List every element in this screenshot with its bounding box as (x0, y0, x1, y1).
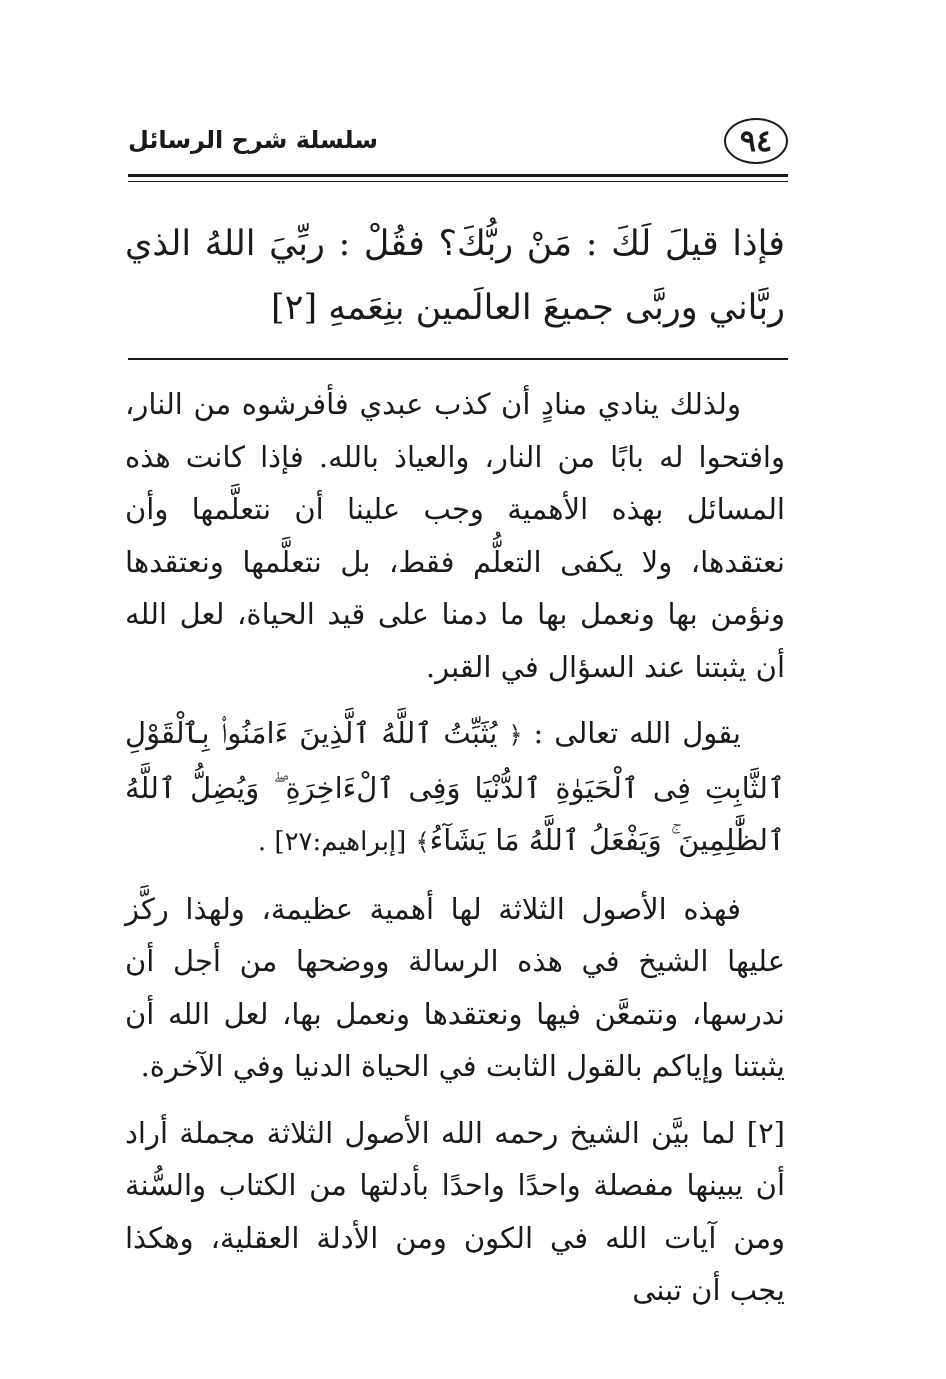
page-header (128, 118, 788, 174)
header-rule-thin (128, 181, 788, 182)
commentary-paragraph: فهذه الأصول الثلاثة لها أهمية عظيمة، ولهذا ركَّز عليها الشيخ في هذه الرسالة ووضحها من أجل أن ندرسها، ونتمعَّن فيها ونعتقدها ونعمل بها، لعل الله أن يثبتنا وإياكم بالقول الثابت في الحياة الدنيا وفي الآخرة. (125, 891, 785, 1083)
footnote-paragraph: [٢] لما بيَّن الشيخ رحمه الله الأصول الثلاثة مجملة أراد أن يبينها مفصلة واحدًا واحدًا بأدلتها من الكتاب والسُّنة ومن آيات الله في الكون ومن الأدلة العقلية، وهكذا يجب أن تبنى (125, 1115, 785, 1307)
header-rule-thick (128, 174, 788, 177)
matn-separator (128, 358, 788, 360)
series-title: سلسلة شرح الرسائل (128, 126, 378, 154)
page-number: ٩٤ (724, 118, 788, 164)
quran-verse: يُثَبِّتُ ٱللَّهُ ٱلَّذِينَ ءَامَنُوا۟ بِٱلْقَوْلِ ٱلثَّابِتِ فِى ٱلْحَيَوٰةِ ٱلدُّنْيَا وَفِى ٱلْءَاخِرَةِ ۖ وَيُضِلُّ ٱللَّهُ ٱلظَّٰلِمِينَ ۚ وَيَفْعَلُ ٱللَّهُ مَا يَشَآءُ (125, 716, 785, 857)
commentary-paragraph: ولذلك ينادي منادٍ أن كذب عبدي فأفرشوه من النار، وافتحوا له بابًا من النار، والعياذ بالله. فإذا كانت هذه المسائل بهذه الأهمية وجب علينا أن نتعلَّمها وأن نعتقدها، ولا يكفى التعلُّم فقط، بل نتعلَّمها ونعتقدها ونؤمن بها ونعمل بها ما دمنا على قيد الحياة، لعل الله أن يثبتنا عند السؤال في القبر. (125, 387, 785, 684)
commentary (125, 378, 785, 1317)
commentary-paragraph-quran (125, 707, 785, 869)
matn-text: فإذا قيلَ لَكَ : مَنْ ربُّكَ؟ فقُلْ : ربِّيَ اللهُ الذي ربَّاني وربَّى جميعَ العالَمين بنِعَمهِ [٢] (125, 224, 785, 328)
quran-bracket-open: ﴿ (508, 721, 523, 749)
verse-citation: [إبراهيم:٢٧] . (257, 827, 407, 857)
quran-bracket-close: ﴾ (415, 828, 430, 856)
quran-intro: يقول الله تعالى : (533, 716, 741, 750)
